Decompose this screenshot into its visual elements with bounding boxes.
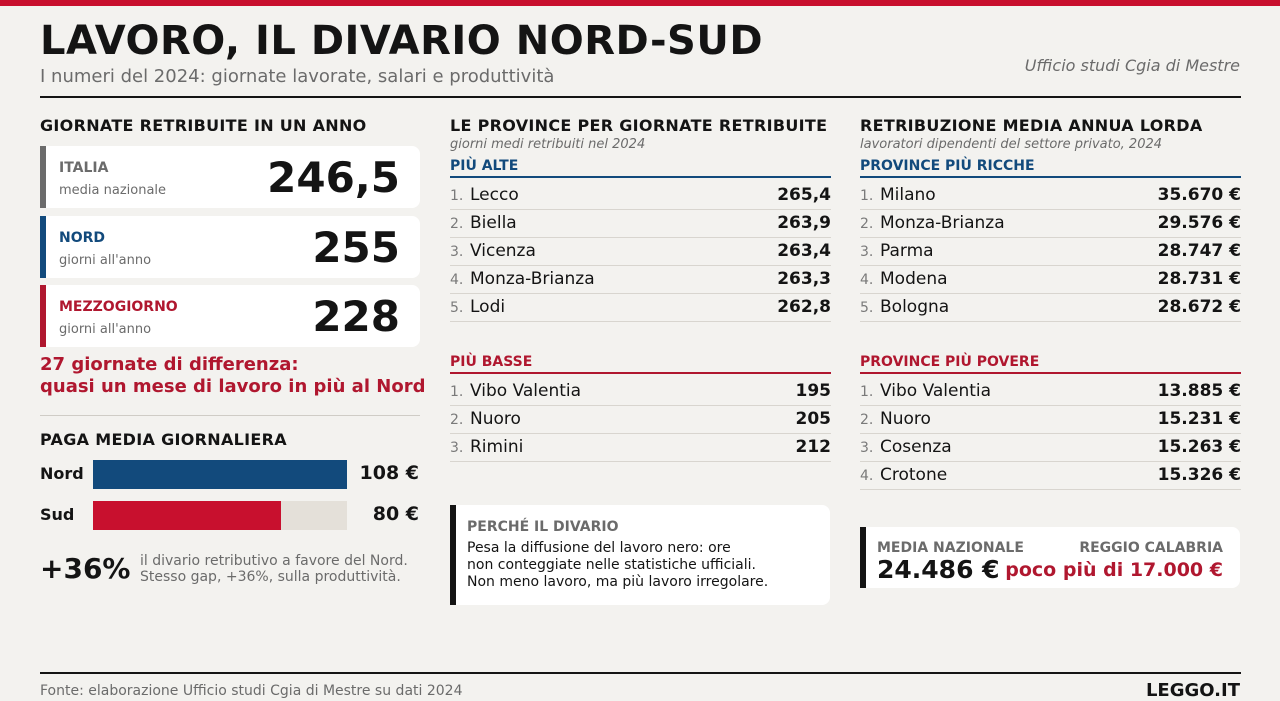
rank-number: 1.	[860, 384, 874, 400]
card-mezzogiorno-value: 228	[312, 292, 400, 341]
card-nord	[40, 216, 420, 278]
rank-number: 1.	[450, 384, 464, 400]
brand-logo: LEGGO.IT	[1145, 680, 1240, 701]
rank-number: 4.	[860, 468, 874, 484]
gap-percentage: +36%	[40, 552, 131, 585]
province-value: 15.231 €	[1157, 409, 1241, 429]
why-line-2: non conteggiate nelle statistiche ufficiali.	[467, 557, 756, 573]
list-item	[450, 266, 831, 294]
page-subtitle: I numeri del 2024: giornate lavorate, salari e produttività	[40, 66, 555, 87]
rank-number: 2.	[450, 412, 464, 428]
card-italia-label: ITALIA	[59, 160, 109, 176]
list-item	[860, 210, 1241, 238]
why-line-3: Non meno lavoro, ma più lavoro irregolare.	[467, 574, 769, 590]
province-value: 265,4	[777, 185, 831, 205]
card-italia-value: 246,5	[267, 153, 400, 202]
difference-callout	[40, 354, 425, 398]
province-name: Vicenza	[470, 241, 536, 261]
list-item	[860, 434, 1241, 462]
why-box-bar	[450, 505, 456, 605]
rank-number: 3.	[860, 440, 874, 456]
rank-number: 1.	[860, 188, 874, 204]
list-item	[450, 210, 831, 238]
rank-number: 4.	[450, 272, 464, 288]
reggio-label: REGGIO CALABRIA	[1079, 540, 1223, 556]
province-giornate-heading-block	[450, 116, 827, 152]
province-value: 28.672 €	[1157, 297, 1241, 317]
province-value: 13.885 €	[1157, 381, 1241, 401]
bar-fill-sud	[93, 501, 281, 530]
gap-note-line-1: il divario retributivo a favore del Nord.	[140, 553, 408, 569]
province-name: Cosenza	[880, 437, 952, 457]
province-name: Lodi	[470, 297, 506, 317]
list-item	[860, 182, 1241, 210]
province-name: Monza-Brianza	[470, 269, 595, 289]
retribuzione-heading: RETRIBUZIONE MEDIA ANNUA LORDA	[860, 116, 1203, 135]
province-value: 28.747 €	[1157, 241, 1241, 261]
why-heading: PERCHÉ IL DIVARIO	[467, 519, 619, 535]
rank-number: 3.	[450, 440, 464, 456]
top-accent-bar	[0, 0, 1280, 6]
rank-number: 3.	[450, 244, 464, 260]
header-source: Ufficio studi Cgia di Mestre	[1024, 56, 1240, 75]
retribuzione-heading-block	[860, 116, 1203, 152]
list-item	[450, 294, 831, 322]
column-divider	[40, 415, 420, 416]
card-italia	[40, 146, 420, 208]
province-name: Lecco	[470, 185, 519, 205]
card-italia-bar	[40, 146, 46, 208]
national-box	[860, 527, 1240, 588]
province-value: 35.670 €	[1157, 185, 1241, 205]
difference-line-1: 27 giornate di differenza:	[40, 354, 299, 375]
province-giornate-heading: LE PROVINCE PER GIORNATE RETRIBUITE	[450, 116, 828, 135]
province-value: 15.326 €	[1157, 465, 1241, 485]
province-value: 212	[795, 437, 831, 457]
province-value: 263,4	[777, 241, 831, 261]
rank-number: 2.	[860, 412, 874, 428]
card-nord-sub: giorni all'anno	[59, 253, 152, 268]
rank-number: 1.	[450, 188, 464, 204]
list-item	[860, 462, 1241, 490]
why-box	[450, 505, 830, 605]
card-mezzogiorno-bar	[40, 285, 46, 347]
province-name: Nuoro	[470, 409, 521, 429]
list-item	[860, 406, 1241, 434]
list-item	[860, 378, 1241, 406]
difference-line-2: quasi un mese di lavoro in più al Nord	[40, 376, 426, 397]
province-value: 28.731 €	[1157, 269, 1241, 289]
card-nord-label: NORD	[59, 230, 106, 246]
bar-track-sud	[93, 501, 347, 530]
list-item	[450, 406, 831, 434]
province-value: 15.263 €	[1157, 437, 1241, 457]
rank-number: 4.	[860, 272, 874, 288]
list-item	[450, 182, 831, 210]
province-value: 29.576 €	[1157, 213, 1241, 233]
national-value: 24.486 €	[877, 555, 1000, 584]
paga-heading: PAGA MEDIA GIORNALIERA	[40, 430, 287, 449]
card-mezzogiorno-label: MEZZOGIORNO	[59, 299, 178, 315]
national-box-bar	[860, 527, 866, 588]
rank-number: 2.	[860, 216, 874, 232]
group-heading-ricche: PROVINCE PIÙ RICCHE	[860, 158, 1241, 178]
list-item	[450, 434, 831, 462]
rank-number: 3.	[860, 244, 874, 260]
list-item	[860, 238, 1241, 266]
province-name: Milano	[880, 185, 936, 205]
footer-rule	[40, 672, 1241, 674]
why-text	[467, 540, 768, 591]
national-label: MEDIA NAZIONALE	[877, 540, 1024, 556]
card-nord-value: 255	[312, 223, 400, 272]
gap-note	[140, 553, 408, 585]
giornate-heading: GIORNATE RETRIBUITE IN UN ANNO	[40, 116, 367, 135]
list-item	[860, 294, 1241, 322]
page-title: LAVORO, IL DIVARIO NORD-SUD	[40, 18, 764, 64]
bar-fill-nord	[93, 460, 347, 489]
group-heading-povere: PROVINCE PIÙ POVERE	[860, 354, 1241, 374]
list-item	[860, 266, 1241, 294]
province-name: Monza-Brianza	[880, 213, 1005, 233]
rank-number: 5.	[450, 300, 464, 316]
giornate-heading-block	[40, 116, 367, 135]
province-name: Vibo Valentia	[470, 381, 582, 401]
province-value: 263,9	[777, 213, 831, 233]
province-giornate-subheading: giorni medi retribuiti nel 2024	[450, 137, 646, 152]
card-mezzogiorno	[40, 285, 420, 347]
retribuzione-subheading: lavoratori dipendenti del settore privato, 2024	[860, 137, 1163, 152]
bar-label-nord: Nord	[40, 464, 84, 483]
province-name: Nuoro	[880, 409, 931, 429]
why-line-1: Pesa la diffusione del lavoro nero: ore	[467, 540, 731, 556]
province-name: Biella	[470, 213, 517, 233]
list-item	[450, 378, 831, 406]
province-name: Crotone	[880, 465, 948, 485]
province-name: Modena	[880, 269, 948, 289]
rank-number: 2.	[450, 216, 464, 232]
card-nord-bar	[40, 216, 46, 278]
bar-value-sud: 80 €	[372, 503, 419, 525]
province-name: Rimini	[470, 437, 524, 457]
bar-label-sud: Sud	[40, 505, 75, 524]
group-heading-alte: PIÙ ALTE	[450, 158, 831, 178]
province-name: Parma	[880, 241, 934, 261]
province-value: 205	[795, 409, 831, 429]
province-name: Vibo Valentia	[880, 381, 992, 401]
card-mezzogiorno-sub: giorni all'anno	[59, 322, 152, 337]
province-value: 263,3	[777, 269, 831, 289]
province-value: 195	[795, 381, 831, 401]
footer-source: Fonte: elaborazione Ufficio studi Cgia di Mestre su dati 2024	[40, 683, 463, 699]
card-italia-sub: media nazionale	[59, 183, 167, 198]
bar-track-nord	[93, 460, 347, 489]
reggio-value: poco più di 17.000 €	[1005, 559, 1223, 581]
province-name: Bologna	[880, 297, 950, 317]
rank-number: 5.	[860, 300, 874, 316]
list-item	[450, 238, 831, 266]
gap-note-line-2: Stesso gap, +36%, sulla produttività.	[140, 569, 401, 585]
header-rule	[40, 96, 1241, 98]
bar-value-nord: 108 €	[359, 462, 419, 484]
group-heading-basse: PIÙ BASSE	[450, 354, 831, 374]
province-value: 262,8	[777, 297, 831, 317]
